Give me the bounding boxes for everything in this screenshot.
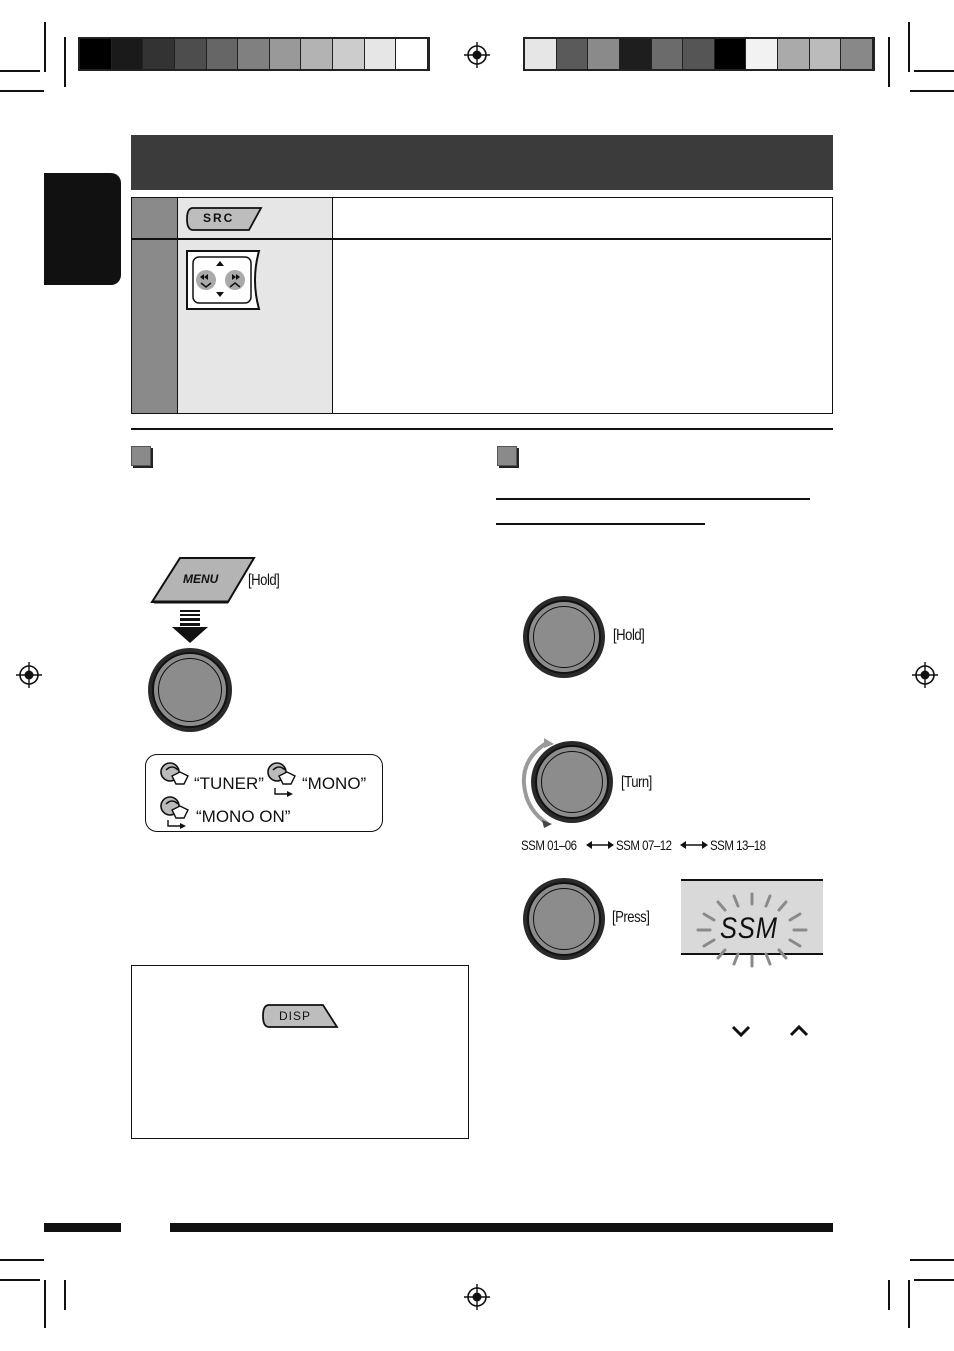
color-swatch [175,39,207,69]
color-swatch [810,39,842,69]
dial-turn-press-icon [265,760,299,798]
crop-mark [0,90,44,92]
section-bullet-icon [131,446,151,466]
footer-bar-right [170,1223,833,1232]
dial-turn-press-icon [158,760,192,788]
crop-mark [914,70,954,72]
crop-mark [64,1280,66,1310]
ssm-step-1: SSM 01–06 [521,837,577,853]
skip-control-pad-icon[interactable] [183,247,263,313]
color-swatch [652,39,684,69]
section-bullet-icon [497,446,517,466]
info-box [131,965,469,1139]
ssm-step-2: SSM 07–12 [616,837,672,853]
crop-mark [908,1280,910,1328]
crop-mark [64,37,66,87]
section-divider [131,428,833,430]
ssm-step-3: SSM 13–18 [710,837,766,853]
controls-table [131,197,833,414]
crop-mark [908,22,910,72]
ssm-display-text: SSM [720,912,778,945]
color-swatch [841,39,873,69]
crop-mark [44,22,46,72]
crop-mark [0,1279,40,1281]
crop-mark [910,90,954,92]
color-bar-right [523,37,875,71]
registration-mark-icon [464,42,490,68]
hold-label: [Hold] [248,572,280,589]
color-swatch [143,39,175,69]
chevron-down-icon [731,1024,751,1038]
divider [132,238,831,240]
disp-button-label: DISP [279,1009,312,1023]
color-swatch [778,39,810,69]
registration-mark-icon [464,1284,490,1310]
crop-mark [910,1259,954,1261]
registration-mark-icon [16,662,42,688]
color-swatch [525,39,557,69]
page-title-band [131,135,833,190]
crop-mark [914,1279,954,1281]
color-swatch [365,39,397,69]
menu-item-mono: “MONO” [302,774,367,793]
color-swatch [80,39,112,69]
menu-item-tuner: “TUNER” [194,774,264,793]
color-swatch [238,39,270,69]
dial-turn-press-icon [158,794,194,832]
color-swatch [301,39,333,69]
crop-mark [0,1259,44,1261]
color-swatch [396,39,428,69]
control-dial-knob[interactable] [148,648,232,732]
crop-mark [0,70,40,72]
color-swatch [746,39,778,69]
table-row-marker [132,239,177,413]
control-dial-knob[interactable] [523,878,605,960]
language-tab [44,173,121,285]
menu-button-label: MENU [183,572,219,586]
crop-mark [44,1280,46,1328]
crop-mark [888,37,890,87]
underline-rule [496,523,705,525]
double-arrow-icon [586,840,614,850]
underline-rule [496,498,810,500]
color-swatch [112,39,144,69]
table-row-marker [132,198,177,239]
color-bar-left [78,37,430,71]
color-swatch [207,39,239,69]
color-swatch [270,39,302,69]
color-swatch [333,39,365,69]
color-swatch [683,39,715,69]
color-swatch [588,39,620,69]
menu-item-mono-on: “MONO ON” [196,807,291,826]
hold-label: [Hold] [613,627,645,644]
control-dial-knob[interactable] [523,596,605,678]
color-swatch [620,39,652,69]
registration-mark-icon [912,662,938,688]
crop-mark [888,1280,890,1310]
turn-label: [Turn] [621,774,652,791]
src-button-label: SRC [203,211,235,225]
control-dial-knob[interactable] [531,741,613,823]
footer-bar-left [44,1223,121,1232]
color-swatch [557,39,589,69]
double-arrow-icon [680,840,708,850]
color-swatch [715,39,747,69]
arrow-down-icon [170,610,210,644]
press-label: [Press] [612,909,650,926]
chevron-up-icon [789,1024,809,1038]
